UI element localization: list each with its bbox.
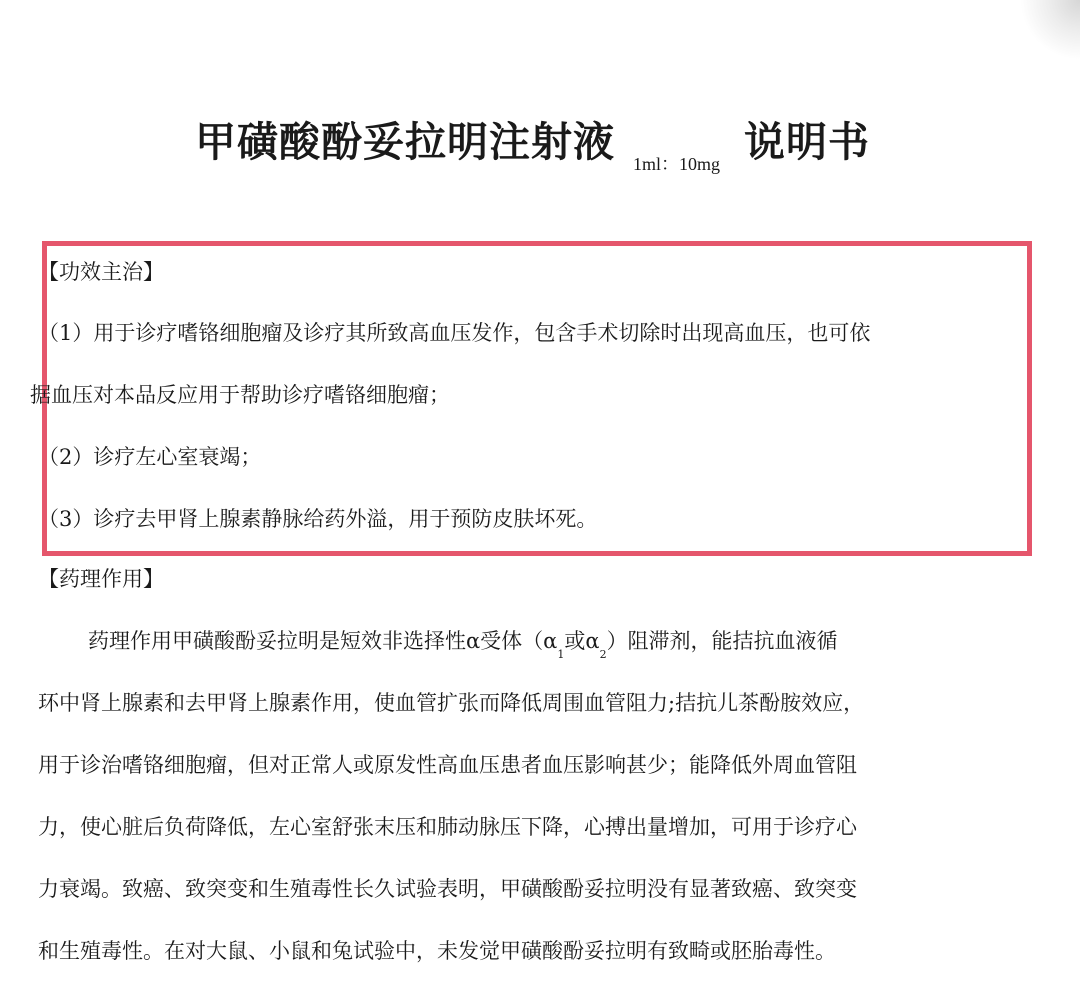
title-suffix: 说明书 [744, 118, 871, 166]
pharmacology-line: 和生殖毒性。在对大鼠、小鼠和兔试验中，未发觉甲磺酸酚妥拉明有致畸或胚胎毒性。 [38, 939, 836, 963]
subscript-2: 2 [599, 648, 607, 661]
title-specification: 1ml：10mg [633, 154, 721, 174]
indication-line: （2）诊疗左心室衰竭； [38, 445, 262, 469]
pharmacology-text-part: ）阻滞剂，能拮抗血液循 [606, 629, 838, 653]
pharmacology-line: 力，使心脏后负荷降低，左心室舒张末压和肺动脉压下降，心搏出量增加，可用于诊疗心 [38, 815, 857, 839]
pharmacology-line: 环中肾上腺素和去甲肾上腺素作用，使血管扩张而降低周围血管阻力;拮抗儿茶酚胺效应， [38, 691, 865, 715]
pharmacology-line: 力衰竭。致癌、致突变和生殖毒性长久试验表明，甲磺酸酚妥拉明没有显著致癌、致突变 [38, 877, 857, 901]
title-drug-name: 甲磺酸酚妥拉明注射液 [195, 118, 615, 166]
pharmacology-line: 用于诊治嗜铬细胞瘤，但对正常人或原发性高血压患者血压影响甚少；能降低外周血管阻 [38, 753, 857, 777]
pharmacology-text-part: 药理作用甲磺酸酚妥拉明是短效非选择性α受体（α [88, 629, 558, 653]
indications-heading: 【功效主治】 [38, 260, 164, 284]
pharmacology-line [88, 626, 838, 670]
pharmacology-heading: 【药理作用】 [38, 567, 164, 591]
subscript-1: 1 [557, 648, 565, 661]
indication-line: （1）用于诊疗嗜铬细胞瘤及诊疗其所致高血压发作，包含手术切除时出现高血压，也可依 [38, 321, 871, 345]
indication-line: 据血压对本品反应用于帮助诊疗嗜铬细胞瘤； [30, 383, 450, 407]
indication-line: （3）诊疗去甲肾上腺素静脉给药外溢，用于预防皮肤坏死。 [38, 507, 598, 531]
document-title [195, 112, 870, 182]
page-corner-shadow [1020, 0, 1080, 60]
pharmacology-text-part: 或α [564, 629, 600, 653]
